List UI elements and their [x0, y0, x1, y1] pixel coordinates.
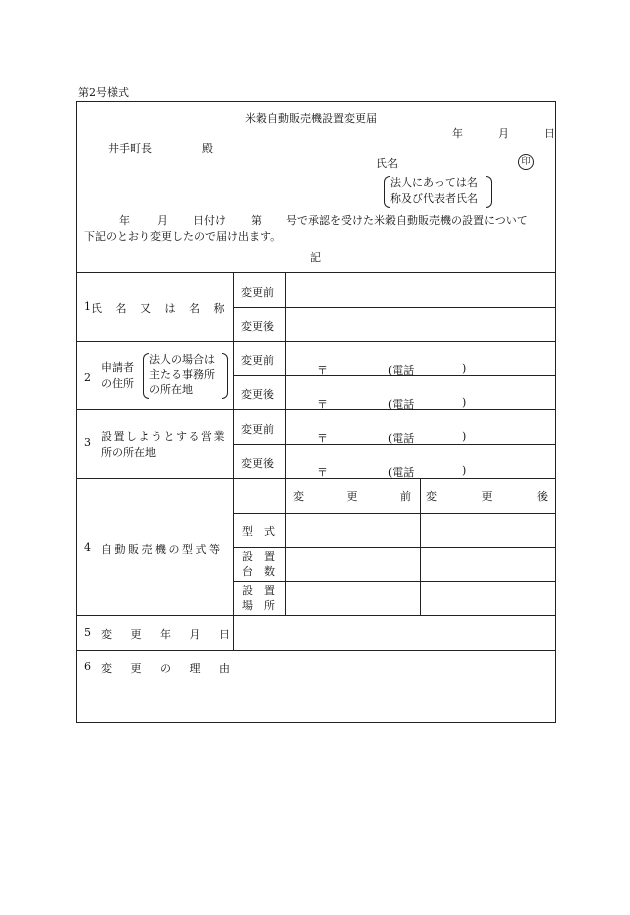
row4-count-label-line2: 台 数 [242, 565, 275, 578]
body-no-prefix: 第 [251, 214, 262, 227]
row3-before-tel-close: ) [462, 430, 467, 443]
body-year: 年 [119, 214, 130, 227]
date-line [452, 125, 555, 141]
row3-after-postal: 〒 [317, 466, 328, 479]
row3-num: 3 [84, 436, 91, 449]
row5-label: 変 更 年 月 日 [101, 628, 238, 641]
row3-before-label: 変更前 [241, 423, 274, 436]
date-month-label: 月 [498, 127, 509, 140]
row2-after-tel-close: ) [462, 396, 467, 409]
sub-label-column-line [285, 272, 286, 615]
row2-after-postal: 〒 [317, 398, 328, 411]
row2-label-line2: の住所 [101, 377, 134, 390]
row5-bottom-line [76, 650, 556, 651]
row4-bottom-line [76, 615, 556, 616]
date-day-label: 日 [544, 127, 555, 140]
row1-before-label: 変更前 [241, 286, 274, 299]
row4-split-2 [233, 547, 556, 548]
row4-head-before: 変 更 前 [293, 490, 411, 503]
body-line2: 下記のとおり変更したので届け出ます。 [84, 230, 282, 243]
row2-note-line3: の所在地 [149, 383, 193, 396]
form-number: 第2号様式 [78, 86, 129, 99]
before-after-divider [420, 478, 421, 615]
row6-num: 6 [84, 660, 91, 673]
row3-after-label: 変更後 [241, 457, 274, 470]
corp-note-line2: 称及び代表者氏名 [390, 192, 478, 205]
row1-num: 1 [84, 300, 91, 313]
row3-before-tel: (電話 [388, 432, 415, 445]
seal-mark: 印 [518, 154, 534, 170]
body-month: 月 [157, 214, 168, 227]
row4-split-3 [233, 581, 556, 582]
row1-split-line [233, 307, 556, 308]
row2-before-label: 変更前 [241, 354, 274, 367]
label-column-line [233, 272, 234, 650]
row2-after-label: 変更後 [241, 388, 274, 401]
row2-num: 2 [84, 371, 91, 384]
row6-label: 変 更 の 理 由 [101, 662, 238, 675]
row3-label-line1: 設置しようとする営業 [101, 430, 226, 443]
row4-num: 4 [84, 541, 91, 554]
row4-split-1 [233, 513, 556, 514]
date-year-label: 年 [452, 127, 463, 140]
row3-bottom-line [76, 478, 556, 479]
addressee-name: 井手町長 [108, 142, 152, 155]
row4-place-label-line1: 設 置 [242, 584, 275, 597]
row1-bottom-line [76, 341, 556, 342]
corp-note-right-bracket [486, 176, 492, 208]
row4-place-label-line2: 場 所 [242, 599, 275, 612]
row4-count-label-line1: 設 置 [242, 550, 275, 563]
row2-note-line2: 主たる事務所 [149, 368, 215, 381]
row3-before-postal: 〒 [317, 432, 328, 445]
addressee-honorific: 殿 [202, 142, 213, 155]
corp-note-line1: 法人にあっては名 [390, 176, 478, 189]
row2-bottom-line [76, 409, 556, 410]
row4-label: 自動販売機の型式等 [101, 543, 223, 556]
row1-text: 氏 名 又 は 名 称 [91, 302, 230, 315]
row5-num: 5 [84, 626, 91, 639]
row2-before-postal: 〒 [317, 364, 328, 377]
row2-note-right-bracket [222, 353, 228, 399]
row2-before-tel-close: ) [462, 362, 467, 375]
row1-label [84, 300, 230, 316]
row3-after-tel: (電話 [388, 466, 415, 479]
row2-note-line1: 法人の場合は [149, 353, 215, 366]
row1-after-label: 変更後 [241, 320, 274, 333]
row2-before-tel: (電話 [388, 364, 415, 377]
ki-mark: 記 [310, 251, 321, 264]
applicant-name-label: 氏名 [376, 157, 398, 170]
row3-label-line2: 所の所在地 [101, 446, 156, 459]
form-title: 米穀自動販売機設置変更届 [245, 112, 377, 125]
body-date-suffix: 日付け [193, 214, 226, 227]
row2-after-tel: (電話 [388, 398, 415, 411]
row4-model-label: 型 式 [242, 525, 275, 538]
row4-head-after: 変 更 後 [426, 490, 548, 503]
row3-after-tel-close: ) [462, 464, 467, 477]
table-top-line [76, 272, 556, 273]
body-line1-rest: 号で承認を受けた米穀自動販売機の設置について [286, 214, 528, 227]
row2-label-line1: 申請者 [101, 361, 134, 374]
